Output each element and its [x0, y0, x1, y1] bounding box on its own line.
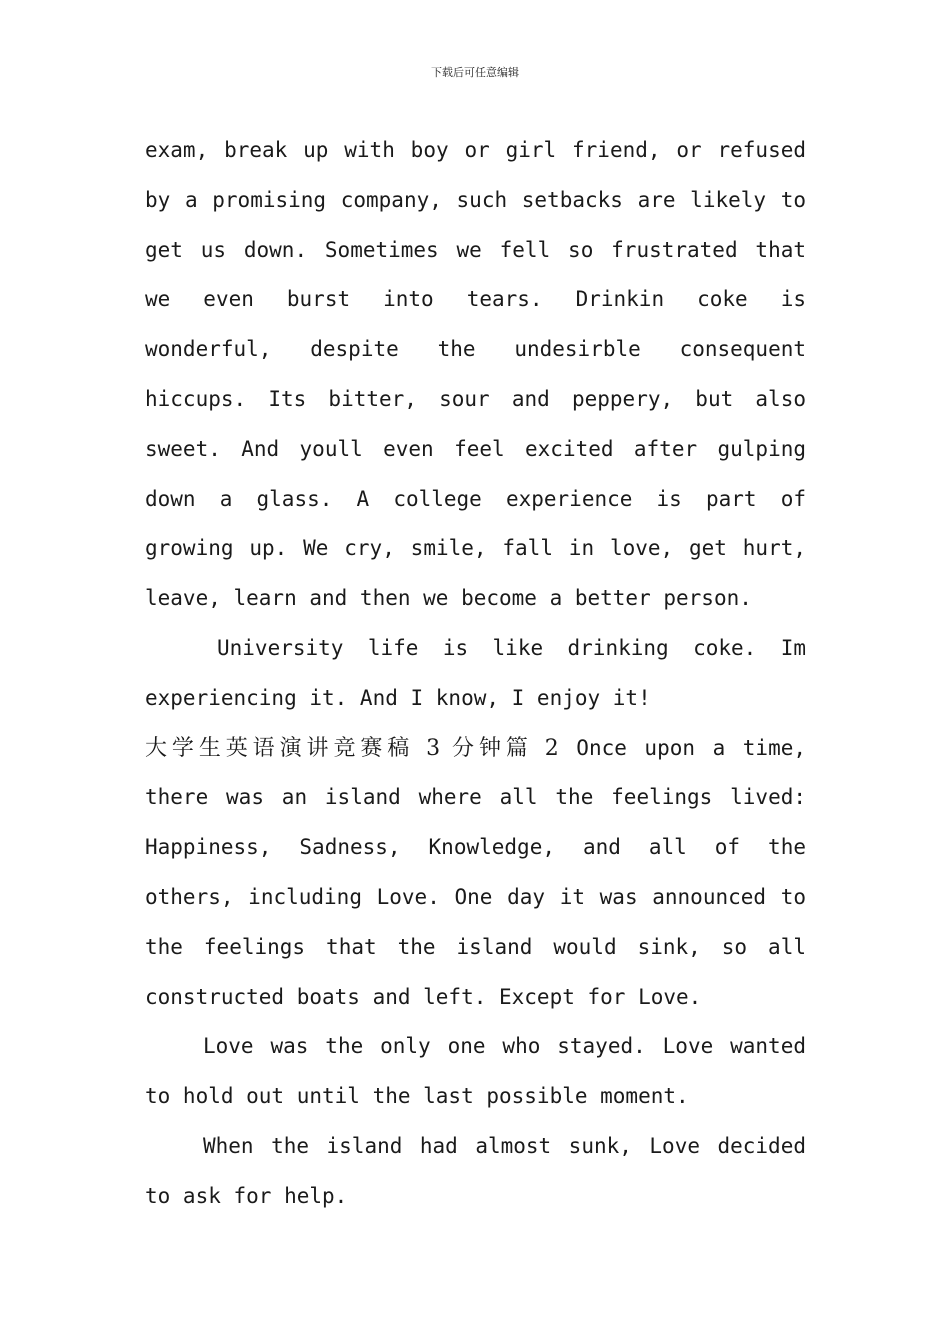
text-line: there was an island where all the feelings lived:	[145, 785, 806, 810]
text-line: others, including Love. One day it was announced to	[145, 884, 806, 909]
paragraph-end-line: constructed boats and left. Except for Love.	[145, 984, 702, 1009]
paragraph-start-line: Love was the only one who stayed. Love wanted	[203, 1034, 806, 1059]
text-line: we even burst into tears. Drinkin coke is	[145, 287, 806, 312]
paragraph-end-line: leave, learn and then we become a better person.	[145, 586, 752, 611]
text-line: sweet. And youll even feel excited after gulping	[145, 436, 806, 461]
paragraph-start-line: University life is like drinking coke. Im	[217, 635, 806, 660]
paragraph-end-line: to hold out until the last possible moment.	[145, 1084, 689, 1109]
text-line: Happiness, Sadness, Knowledge, and all of the	[145, 835, 806, 860]
section-first-text: Once upon a time,	[576, 735, 806, 760]
text-line: wonderful, despite the undesirble consequent	[145, 337, 806, 362]
paragraph-start-line: When the island had almost sunk, Love decided	[203, 1133, 806, 1158]
paragraph-end-line: to ask for help.	[145, 1183, 348, 1208]
document-body	[145, 126, 806, 1222]
text-line: hiccups. Its bitter, sour and peppery, but also	[145, 386, 806, 411]
text-line: the feelings that the island would sink, so all	[145, 934, 806, 959]
text-line: down a glass. A college experience is part of	[145, 486, 806, 511]
page-header: 下载后可任意编辑	[431, 66, 519, 79]
paragraph-end-line: experiencing it. And I know, I enjoy it!	[145, 685, 651, 710]
text-line: get us down. Sometimes we fell so frustrated that	[145, 237, 806, 262]
section-heading: 大学生英语演讲竞赛稿 3 分钟篇 2	[145, 735, 559, 761]
text-line: exam, break up with boy or girl friend, or refused	[145, 138, 806, 162]
section-heading-line	[145, 724, 806, 774]
text-line: by a promising company, such setbacks are likely to	[145, 187, 806, 212]
text-line: growing up. We cry, smile, fall in love, get hurt,	[145, 536, 806, 561]
